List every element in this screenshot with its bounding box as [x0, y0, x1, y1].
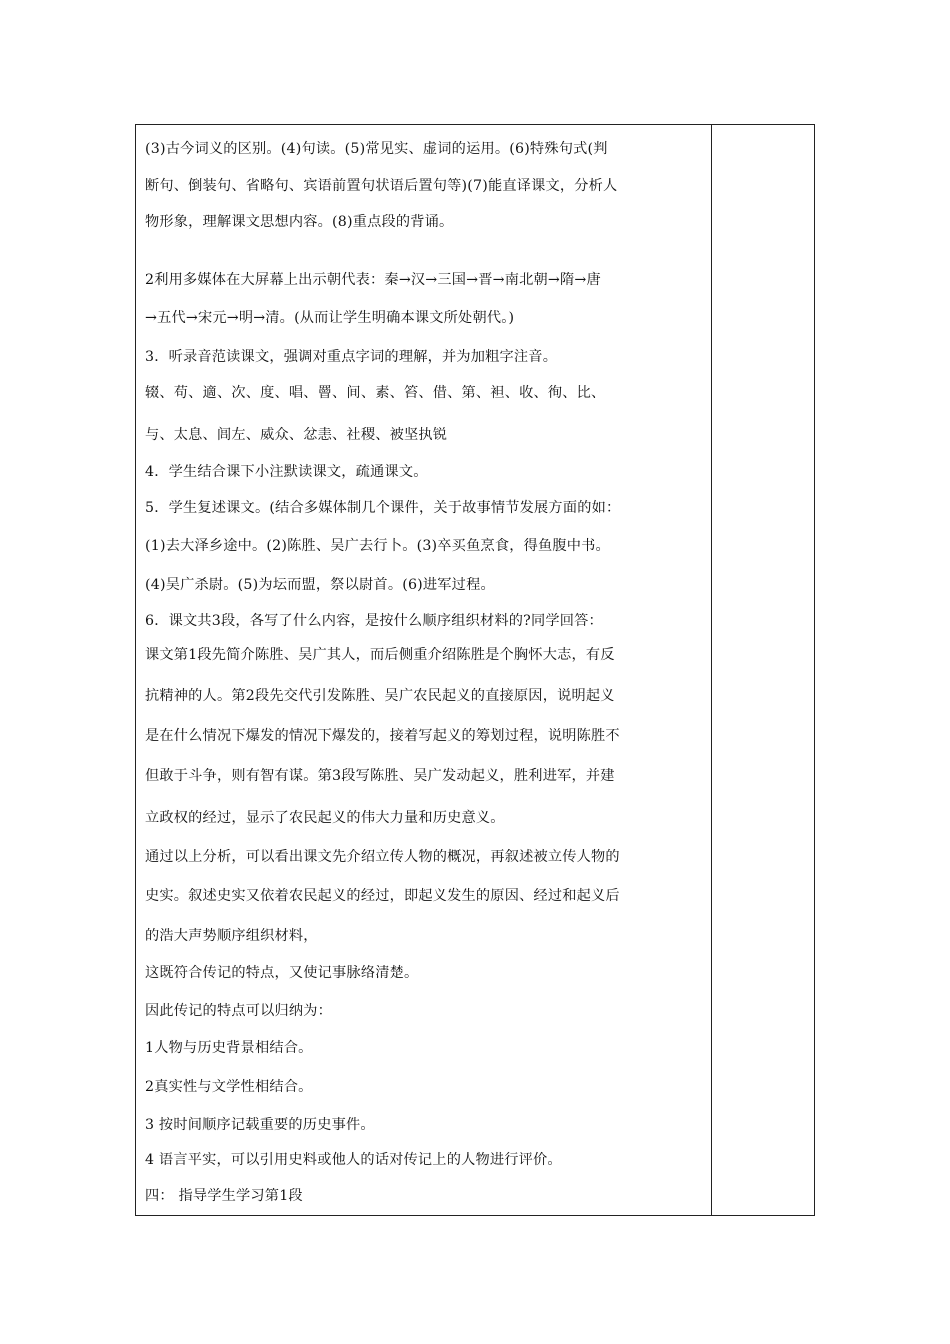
text-line: →五代→宋元→明→清。(从而让学生明确本课文所处朝代。) [145, 310, 515, 326]
text-line: 这既符合传记的特点，又使记事脉络清楚。 [145, 965, 419, 981]
notes-cell [712, 125, 814, 1215]
text-line: (1)去大泽乡途中。(2)陈胜、吴广去行卜。(3)卒买鱼烹食，得鱼腹中书。 [145, 538, 610, 554]
text-line: 物形象，理解课文思想内容。(8)重点段的背诵。 [145, 214, 454, 230]
text-line: 4．学生结合课下小注默读课文，疏通课文。 [145, 464, 428, 480]
text-line: 因此传记的特点可以归纳为： [145, 1003, 333, 1019]
text-line: 但敢于斗争，则有智有谋。第3段写陈胜、吴广发动起义，胜利进军，并建 [145, 768, 615, 784]
text-line: 1人物与历史背景相结合。 [145, 1040, 313, 1056]
text-line: 辍、苟、適、次、度、唱、罾、间、素、笞、借、第、袒、收、徇、比、 [145, 385, 606, 401]
text-line: 4 语言平实，可以引用史料或他人的话对传记上的人物进行评价。 [145, 1152, 562, 1168]
text-line: 的浩大声势顺序组织材料， [145, 928, 318, 944]
text-line: 断句、倒装句、省略句、宾语前置句状语后置句等)(7)能直译课文，分析人 [145, 178, 618, 194]
text-line: 2真实性与文学性相结合。 [145, 1079, 313, 1095]
text-line: (4)吴广杀尉。(5)为坛而盟，祭以尉首。(6)进军过程。 [145, 577, 495, 593]
lesson-table [135, 124, 815, 1216]
text-line: 3．听录音范读课文，强调对重点字词的理解，并为加粗字注音。 [145, 349, 558, 365]
text-line: 3 按时间顺序记载重要的历史事件。 [145, 1117, 375, 1133]
text-line: 课文第1段先简介陈胜、吴广其人，而后侧重介绍陈胜是个胸怀大志，有反 [145, 647, 615, 663]
text-line: 史实。叙述史实又依着农民起义的经过，即起义发生的原因、经过和起义后 [145, 888, 620, 904]
text-line: 立政权的经过，显示了农民起义的伟大力量和历史意义。 [145, 810, 505, 826]
text-line: 通过以上分析，可以看出课文先介绍立传人物的概况，再叙述被立传人物的 [145, 849, 620, 865]
text-line: 与、太息、闾左、威众、忿恚、社稷、被坚执锐 [145, 427, 448, 443]
text-line: 5．学生复述课文。(结合多媒体制几个课件，关于故事情节发展方面的如： [145, 500, 621, 516]
text-line: 6．课文共3段，各写了什么内容，是按什么顺序组织材料的?同学回答： [145, 613, 603, 629]
text-line: 四： 指导学生学习第1段 [145, 1188, 303, 1204]
text-line: (3)古今词义的区别。(4)句读。(5)常见实、虚词的运用。(6)特殊句式(判 [145, 141, 608, 157]
text-line: 是在什么情况下爆发的情况下爆发的，接着写起义的筹划过程，说明陈胜不 [145, 728, 620, 744]
text-line: 2利用多媒体在大屏幕上出示朝代表：秦→汉→三国→晋→南北朝→隋→唐 [145, 272, 601, 288]
text-line: 抗精神的人。第2段先交代引发陈胜、吴广农民起义的直接原因，说明起义 [145, 688, 615, 704]
